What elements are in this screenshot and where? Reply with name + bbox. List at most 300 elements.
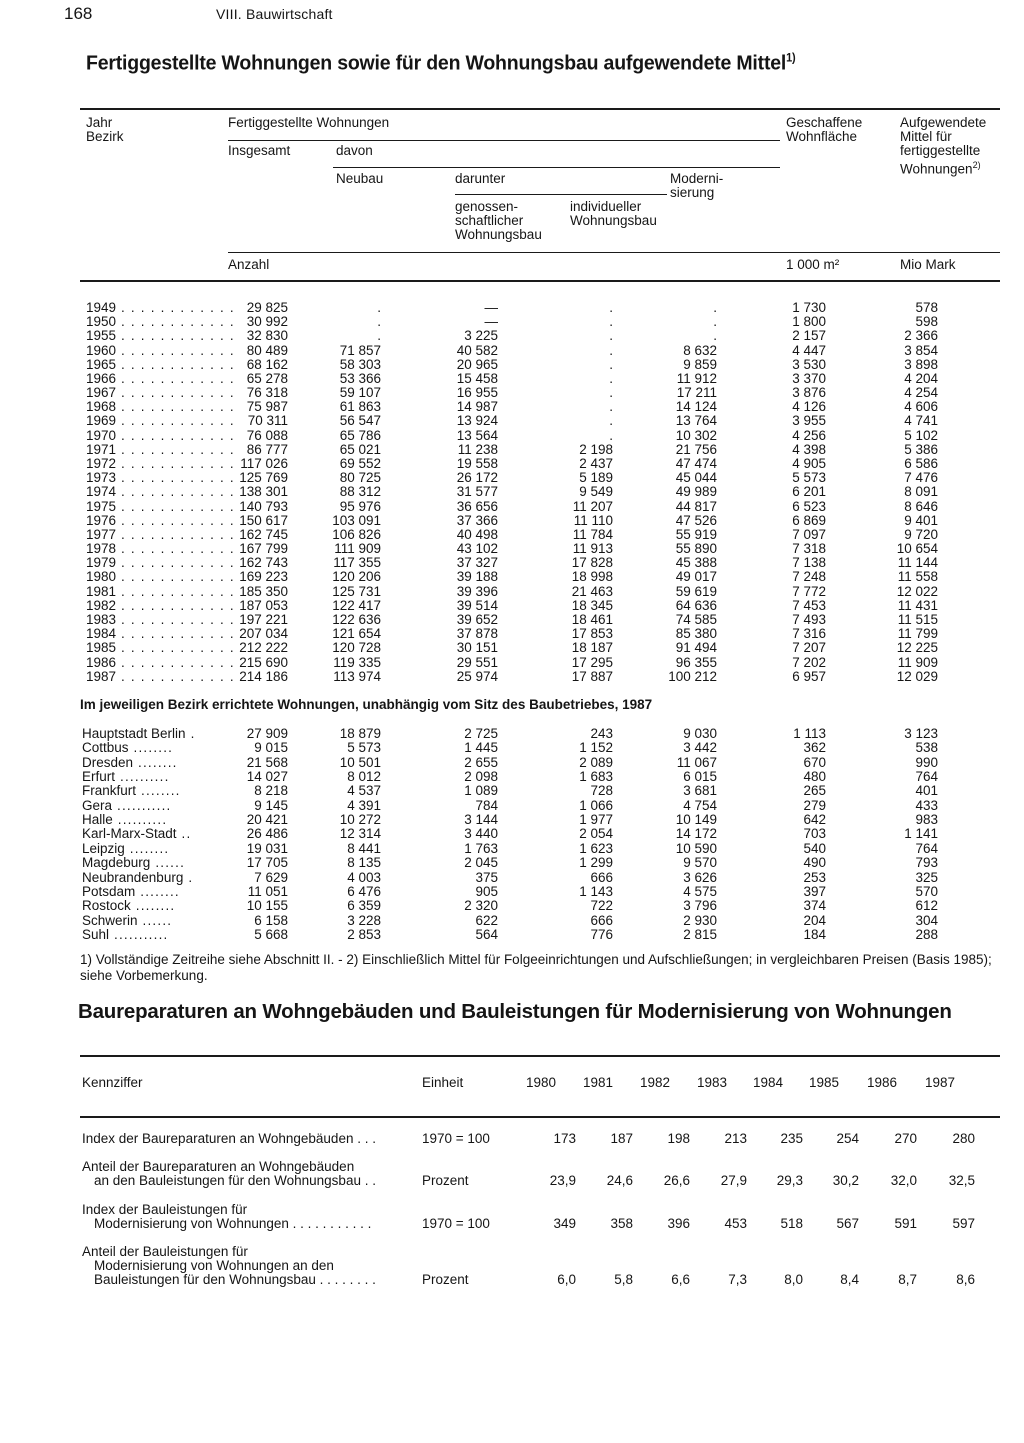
- table2-year-header: 1986: [867, 1075, 898, 1090]
- cell-modernisierung: 3 442: [683, 740, 717, 756]
- cell-wohnflaeche: 5 573: [792, 470, 826, 486]
- table1-title: [86, 51, 796, 75]
- row-bezirk-label: [82, 871, 193, 885]
- header-mittel: [900, 116, 986, 177]
- row-bezirk-label: [82, 885, 180, 899]
- cell-individuell: 1 683: [579, 769, 613, 785]
- cell-wohnflaeche: 3 370: [792, 370, 826, 386]
- cell-wohnflaeche: 540: [803, 840, 826, 856]
- table-row: [0, 613, 1024, 627]
- cell-mittel: 7 476: [904, 470, 938, 486]
- cell-wohnflaeche: 480: [803, 769, 826, 785]
- table2-cell: 30,2: [832, 1173, 859, 1188]
- table-row: [0, 656, 1024, 670]
- row-leader-dots: . . . . . . . . . . . .: [116, 455, 235, 471]
- row-leader-dots: . . . . . . . . . . . .: [116, 314, 235, 330]
- cell-insgesamt: 17 705: [246, 855, 288, 871]
- cell-genossenschaftlich: 784: [475, 797, 498, 813]
- header-mittel-line1: Aufgewendete: [900, 115, 987, 130]
- cell-individuell: 728: [590, 783, 613, 799]
- row-year: 1975: [86, 498, 117, 514]
- cell-individuell: 11 913: [572, 541, 613, 557]
- table-row: [0, 500, 1024, 514]
- cell-genossenschaftlich: 622: [475, 912, 498, 928]
- cell-genossenschaftlich: 1 089: [464, 783, 498, 799]
- cell-neubau: 125 731: [332, 583, 381, 599]
- cell-wohnflaeche: 265: [803, 783, 826, 799]
- cell-individuell: 1 623: [579, 840, 613, 856]
- cell-insgesamt: 125 769: [239, 470, 288, 486]
- table-row: [0, 301, 1024, 315]
- cell-modernisierung: .: [713, 314, 717, 330]
- table-row: [0, 429, 1024, 443]
- table2-year-header: 1982: [640, 1075, 671, 1090]
- table-row: [0, 457, 1024, 471]
- cell-mittel: 6 586: [904, 455, 938, 471]
- cell-modernisierung: 8 632: [683, 342, 717, 358]
- table2-cell: 235: [780, 1131, 803, 1146]
- table2-cell: 24,6: [606, 1173, 633, 1188]
- row-year: 1987: [86, 668, 117, 684]
- header-mittel-line4: [900, 158, 986, 177]
- cell-mittel: 8 091: [904, 484, 938, 500]
- cell-individuell: 18 461: [571, 611, 613, 627]
- cell-modernisierung: 10 302: [675, 427, 717, 443]
- cell-wohnflaeche: 4 256: [792, 427, 826, 443]
- row-bezirk: Dresden: [82, 754, 134, 770]
- table-row: [0, 928, 1024, 942]
- cell-individuell: 18 187: [571, 640, 613, 656]
- cell-individuell: 666: [590, 869, 613, 885]
- cell-mittel: 325: [915, 869, 938, 885]
- cell-mittel: 11 799: [897, 626, 938, 642]
- cell-modernisierung: 4 754: [683, 797, 717, 813]
- cell-mittel: 612: [915, 898, 938, 914]
- row-leader-dots: . . . . . . . . . . . .: [116, 512, 235, 528]
- table1-footnote: 1) Vollständige Zeitreihe siehe Abschnitt II. - 2) Einschließlich Mittel für Folgeeinrichtungen und Aufschließungen; in vergleichbaren Preisen (Basis 1985); siehe Vorbemerkung.: [80, 952, 992, 983]
- cell-neubau: 56 547: [339, 413, 381, 429]
- cell-genossenschaftlich: 40 498: [456, 526, 498, 542]
- table-row: [0, 471, 1024, 485]
- cell-wohnflaeche: 6 201: [792, 484, 826, 500]
- cell-genossenschaftlich: 37 327: [456, 555, 498, 571]
- cell-insgesamt: 207 034: [239, 626, 288, 642]
- cell-modernisierung: 47 526: [675, 512, 717, 528]
- cell-individuell: 18 345: [571, 597, 613, 613]
- cell-genossenschaftlich: 20 965: [456, 356, 498, 372]
- cell-modernisierung: 14 172: [675, 826, 717, 842]
- cell-mittel: 11 558: [897, 569, 938, 585]
- cell-individuell: 722: [590, 898, 613, 914]
- row-leader-dots: . . . . . . . . . . . .: [116, 385, 235, 401]
- cell-individuell: 1 143: [579, 883, 613, 899]
- header-mittel-line3: fertiggestellte: [900, 143, 981, 158]
- cell-neubau: 53 366: [339, 370, 381, 386]
- header-wohnflaeche: [786, 116, 862, 144]
- cell-individuell: 2 437: [579, 455, 613, 471]
- row-bezirk-label: [82, 813, 167, 827]
- cell-modernisierung: .: [713, 328, 717, 344]
- row-bezirk-label: [82, 842, 169, 856]
- table2-row-label: [82, 1160, 376, 1188]
- row-year: 1970: [86, 427, 117, 443]
- table2-cell: 26,6: [663, 1173, 690, 1188]
- cell-mittel: 12 022: [896, 583, 938, 599]
- row-leader-dots: . . . . . . . . . . . .: [116, 300, 235, 315]
- cell-insgesamt: 76 318: [246, 385, 288, 401]
- cell-insgesamt: 75 987: [246, 399, 288, 415]
- cell-genossenschaftlich: 29 551: [456, 654, 498, 670]
- row-year: 1950: [86, 314, 117, 330]
- table-row: [0, 528, 1024, 542]
- cell-modernisierung: 44 817: [675, 498, 717, 514]
- cell-genossenschaftlich: 2 655: [464, 754, 498, 770]
- cell-neubau: 120 728: [332, 640, 381, 656]
- table2-row-label-line: Bauleistungen für den Wohnungsbau . . . . . . . .: [94, 1272, 376, 1287]
- cell-genossenschaftlich: 39 652: [456, 611, 498, 627]
- cell-neubau: .: [377, 300, 381, 315]
- header-jahr-bezirk: [86, 116, 124, 144]
- cell-wohnflaeche: 490: [803, 855, 826, 871]
- unit-m2: 1 000 m²: [786, 257, 840, 272]
- cell-genossenschaftlich: 31 577: [456, 484, 498, 500]
- cell-genossenschaftlich: 13 924: [456, 413, 498, 429]
- table-row: [0, 386, 1024, 400]
- cell-mittel: 4 741: [904, 413, 938, 429]
- header-fertiggestellte: Fertiggestellte Wohnungen: [228, 115, 390, 130]
- row-bezirk: Suhl: [82, 926, 110, 942]
- cell-mittel: 764: [915, 840, 938, 856]
- cell-neubau: 3 228: [347, 912, 381, 928]
- cell-mittel: 11 515: [897, 611, 938, 627]
- cell-insgesamt: 9 145: [254, 797, 288, 813]
- table2-cell: 32,5: [948, 1173, 975, 1188]
- cell-individuell: 1 066: [579, 797, 613, 813]
- table-row: [0, 627, 1024, 641]
- row-year: 1949: [86, 300, 117, 315]
- cell-insgesamt: 187 053: [239, 597, 288, 613]
- table-row: [0, 641, 1024, 655]
- cell-neubau: 103 091: [332, 512, 381, 528]
- cell-wohnflaeche: 1 800: [792, 314, 826, 330]
- table-row: [0, 799, 1024, 813]
- cell-wohnflaeche: 642: [803, 812, 826, 828]
- row-year: 1955: [86, 328, 117, 344]
- row-bezirk: Rostock: [82, 898, 131, 914]
- cell-neubau: 4 391: [347, 797, 381, 813]
- header-genossenschaftlich-line3: Wohnungsbau: [455, 227, 542, 242]
- table-row: [0, 813, 1024, 827]
- row-leader-dots: . . . . . . . . . . . .: [116, 399, 235, 415]
- cell-neubau: 88 312: [339, 484, 381, 500]
- cell-neubau: 8 012: [347, 769, 381, 785]
- table2-row-label-line: Anteil der Baureparaturen an Wohngebäuden: [82, 1159, 355, 1174]
- section-title: VIII. Bauwirtschaft: [216, 6, 333, 22]
- cell-individuell: .: [609, 399, 613, 415]
- row-year: 1979: [86, 555, 117, 571]
- cell-individuell: 1 977: [579, 812, 613, 828]
- cell-mittel: 570: [915, 883, 938, 899]
- cell-individuell: 1 299: [579, 855, 613, 871]
- cell-mittel: 9 720: [904, 526, 938, 542]
- row-bezirk: Gera: [82, 797, 113, 813]
- header-individuell: [570, 200, 657, 228]
- cell-genossenschaftlich: 1 445: [464, 740, 498, 756]
- cell-modernisierung: 100 212: [668, 668, 717, 684]
- cell-mittel: 11 144: [897, 555, 938, 571]
- table2-cell: 8,6: [956, 1272, 975, 1287]
- row-leader-dots: . . . . . . . . . . . .: [116, 597, 235, 613]
- row-bezirk-label: [82, 928, 169, 942]
- row-bezirk: Halle: [82, 812, 113, 828]
- table2-row-unit: 1970 = 100: [422, 1216, 490, 1231]
- cell-genossenschaftlich: 2 320: [464, 898, 498, 914]
- table2-row-label: [82, 1132, 376, 1146]
- table-row: [0, 514, 1024, 528]
- cell-neubau: 122 636: [332, 611, 381, 627]
- cell-insgesamt: 80 489: [246, 342, 288, 358]
- table2-cell: 213: [724, 1131, 747, 1146]
- cell-wohnflaeche: 1 113: [793, 726, 826, 741]
- cell-modernisierung: 64 636: [675, 597, 717, 613]
- table2-cell: 198: [667, 1131, 690, 1146]
- cell-wohnflaeche: 6 957: [792, 668, 826, 684]
- cell-mittel: 4 254: [904, 385, 938, 401]
- cell-individuell: 9 549: [579, 484, 613, 500]
- cell-genossenschaftlich: 2 045: [464, 855, 498, 871]
- cell-genossenschaftlich: 40 582: [456, 342, 498, 358]
- cell-neubau: 10 272: [339, 812, 381, 828]
- table-row: [0, 358, 1024, 372]
- cell-modernisierung: 47 474: [675, 455, 717, 471]
- cell-modernisierung: 13 764: [675, 413, 717, 429]
- row-bezirk-label: [82, 899, 175, 913]
- table-row: [0, 856, 1024, 870]
- cell-insgesamt: 65 278: [246, 370, 288, 386]
- cell-mittel: 304: [915, 912, 938, 928]
- cell-modernisierung: 59 619: [675, 583, 717, 599]
- cell-mittel: 401: [915, 783, 938, 799]
- cell-insgesamt: 68 162: [246, 356, 288, 372]
- cell-mittel: 578: [915, 300, 938, 315]
- row-leader-dots: . . . . . . . . . . . .: [116, 328, 235, 344]
- cell-individuell: .: [609, 328, 613, 344]
- cell-neubau: 95 976: [339, 498, 381, 514]
- cell-mittel: 793: [915, 855, 938, 871]
- cell-mittel: 8 646: [904, 498, 938, 514]
- cell-insgesamt: 76 088: [246, 427, 288, 443]
- table2-year-header: 1981: [583, 1075, 614, 1090]
- cell-individuell: 2 198: [579, 441, 613, 457]
- row-bezirk-label: [82, 784, 181, 798]
- row-bezirk: Erfurt: [82, 769, 116, 785]
- cell-modernisierung: 2 815: [683, 926, 717, 942]
- davon-rule: [333, 167, 780, 168]
- cell-modernisierung: 11 912: [676, 370, 717, 386]
- row-leader-dots: . . . . . . . . . . . .: [116, 370, 235, 386]
- cell-neubau: 122 417: [332, 597, 381, 613]
- cell-insgesamt: 169 223: [239, 569, 288, 585]
- cell-genossenschaftlich: 15 458: [456, 370, 498, 386]
- cell-wohnflaeche: 703: [803, 826, 826, 842]
- cell-mittel: 11 431: [897, 597, 938, 613]
- row-bezirk: Leipzig: [82, 840, 125, 856]
- cell-individuell: .: [609, 300, 613, 315]
- row-leader-dots: . . . . . . . . . . . .: [116, 356, 235, 372]
- cell-individuell: .: [609, 427, 613, 443]
- cell-mittel: 5 386: [904, 441, 938, 457]
- cell-genossenschaftlich: 2 725: [464, 726, 498, 741]
- cell-modernisierung: 55 919: [675, 526, 717, 542]
- table-row: [0, 599, 1024, 613]
- table2-cell: 254: [836, 1131, 859, 1146]
- table-row: [0, 344, 1024, 358]
- cell-neubau: 121 654: [332, 626, 381, 642]
- row-year: 1972: [86, 455, 117, 471]
- cell-neubau: 8 441: [347, 840, 381, 856]
- cell-wohnflaeche: 253: [803, 869, 826, 885]
- row-bezirk-label: [82, 756, 178, 770]
- cell-neubau: 80 725: [339, 470, 381, 486]
- table-row: [0, 315, 1024, 329]
- row-leader-dots: ........: [140, 883, 180, 899]
- header-modernisierung: [670, 172, 723, 200]
- row-year: 1985: [86, 640, 117, 656]
- row-bezirk-label: [82, 856, 185, 870]
- row-leader-dots: ...........: [114, 926, 169, 942]
- row-leader-dots: . . . . . . . . . . . .: [116, 427, 235, 443]
- cell-insgesamt: 197 221: [239, 611, 288, 627]
- cell-modernisierung: 3 681: [683, 783, 717, 799]
- row-year: 1980: [86, 569, 117, 585]
- cell-modernisierung: 91 494: [675, 640, 717, 656]
- table2-cell: 349: [553, 1216, 576, 1231]
- cell-modernisierung: 49 017: [675, 569, 717, 585]
- cell-genossenschaftlich: —: [484, 314, 498, 330]
- table-row: [0, 756, 1024, 770]
- cell-mittel: 12 225: [896, 640, 938, 656]
- row-year: 1984: [86, 626, 117, 642]
- cell-mittel: 538: [915, 740, 938, 756]
- cell-individuell: 666: [590, 912, 613, 928]
- table2-top-rule: [80, 1055, 1000, 1057]
- row-year: 1965: [86, 356, 117, 372]
- cell-wohnflaeche: 6 869: [792, 512, 826, 528]
- table-row: [0, 443, 1024, 457]
- cell-insgesamt: 7 629: [254, 869, 288, 885]
- cell-individuell: 243: [590, 726, 613, 741]
- cell-genossenschaftlich: 39 514: [456, 597, 498, 613]
- fertiggestellte-rule: [228, 140, 780, 141]
- cell-neubau: 6 359: [347, 898, 381, 914]
- cell-wohnflaeche: 7 316: [792, 626, 826, 642]
- cell-insgesamt: 214 186: [239, 668, 288, 684]
- cell-individuell: 11 110: [573, 512, 613, 528]
- cell-individuell: 2 089: [579, 754, 613, 770]
- row-leader-dots: ..........: [117, 812, 168, 828]
- table-row: [0, 827, 1024, 841]
- cell-individuell: 18 998: [571, 569, 613, 585]
- cell-insgesamt: 185 350: [239, 583, 288, 599]
- table2-cell: 567: [836, 1216, 859, 1231]
- row-bezirk-label: [82, 770, 170, 784]
- cell-neubau: 71 857: [339, 342, 381, 358]
- cell-mittel: 9 401: [904, 512, 938, 528]
- cell-individuell: 17 295: [571, 654, 613, 670]
- cell-insgesamt: 9 015: [254, 740, 288, 756]
- table2-header-bottom-rule: [80, 1116, 1000, 1118]
- cell-genossenschaftlich: 36 656: [456, 498, 498, 514]
- cell-neubau: 4 537: [347, 783, 381, 799]
- cell-neubau: 106 826: [332, 526, 381, 542]
- header-genossenschaftlich: [455, 200, 542, 242]
- cell-insgesamt: 8 218: [254, 783, 288, 799]
- cell-modernisierung: 10 149: [675, 812, 717, 828]
- cell-wohnflaeche: 279: [803, 797, 826, 813]
- row-leader-dots: .: [190, 726, 196, 741]
- cell-modernisierung: 55 890: [675, 541, 717, 557]
- cell-modernisierung: 74 585: [675, 611, 717, 627]
- cell-genossenschaftlich: 26 172: [456, 470, 498, 486]
- row-leader-dots: ..: [181, 826, 192, 842]
- cell-genossenschaftlich: 3 440: [464, 826, 498, 842]
- table2-row-label: [82, 1203, 371, 1231]
- cell-insgesamt: 167 799: [239, 541, 288, 557]
- row-year: 1973: [86, 470, 117, 486]
- row-bezirk-label: [82, 727, 196, 741]
- cell-insgesamt: 138 301: [239, 484, 288, 500]
- cell-neubau: 4 003: [347, 869, 381, 885]
- table-row: [0, 542, 1024, 556]
- cell-individuell: 776: [590, 926, 613, 942]
- cell-wohnflaeche: 7 202: [792, 654, 826, 670]
- table-row: [0, 414, 1024, 428]
- cell-genossenschaftlich: 11 238: [457, 441, 498, 457]
- cell-neubau: 113 974: [333, 668, 381, 684]
- darunter-rule: [455, 194, 667, 195]
- cell-mittel: 3 123: [904, 726, 938, 741]
- header-neubau: Neubau: [336, 171, 384, 186]
- row-leader-dots: ........: [135, 898, 176, 914]
- cell-neubau: 58 303: [339, 356, 381, 372]
- row-year: 1986: [86, 654, 117, 670]
- cell-genossenschaftlich: 37 878: [456, 626, 498, 642]
- cell-genossenschaftlich: 39 188: [456, 569, 498, 585]
- cell-mittel: 2 366: [904, 328, 938, 344]
- row-leader-dots: . . . . . . . . . . . .: [116, 484, 235, 500]
- table2-cell: 8,0: [784, 1272, 803, 1287]
- table1-title-footnote-mark: 1): [786, 51, 796, 65]
- cell-insgesamt: 19 031: [246, 840, 288, 856]
- table2-row-label-line: Index der Baureparaturen an Wohngebäuden . . .: [82, 1131, 376, 1146]
- cell-insgesamt: 86 777: [246, 441, 288, 457]
- cell-neubau: 61 863: [339, 399, 381, 415]
- table2-header-kennziffer: Kennziffer: [82, 1075, 143, 1090]
- cell-individuell: 11 784: [572, 526, 613, 542]
- cell-individuell: .: [609, 413, 613, 429]
- table2-cell: 7,3: [728, 1272, 747, 1287]
- table2-cell: 32,0: [890, 1173, 917, 1188]
- row-leader-dots: ........: [141, 783, 181, 799]
- row-bezirk-label: [82, 741, 173, 755]
- table1-title-text: Fertiggestellte Wohnungen sowie für den Wohnungsbau aufgewendete Mittel: [86, 51, 787, 75]
- header-wohnflaeche-line2: Wohnfläche: [786, 129, 858, 144]
- row-leader-dots: ......: [155, 855, 186, 871]
- table2-row-unit: 1970 = 100: [422, 1131, 490, 1146]
- cell-insgesamt: 215 690: [239, 654, 288, 670]
- cell-neubau: .: [377, 328, 381, 344]
- cell-neubau: 2 853: [347, 926, 381, 942]
